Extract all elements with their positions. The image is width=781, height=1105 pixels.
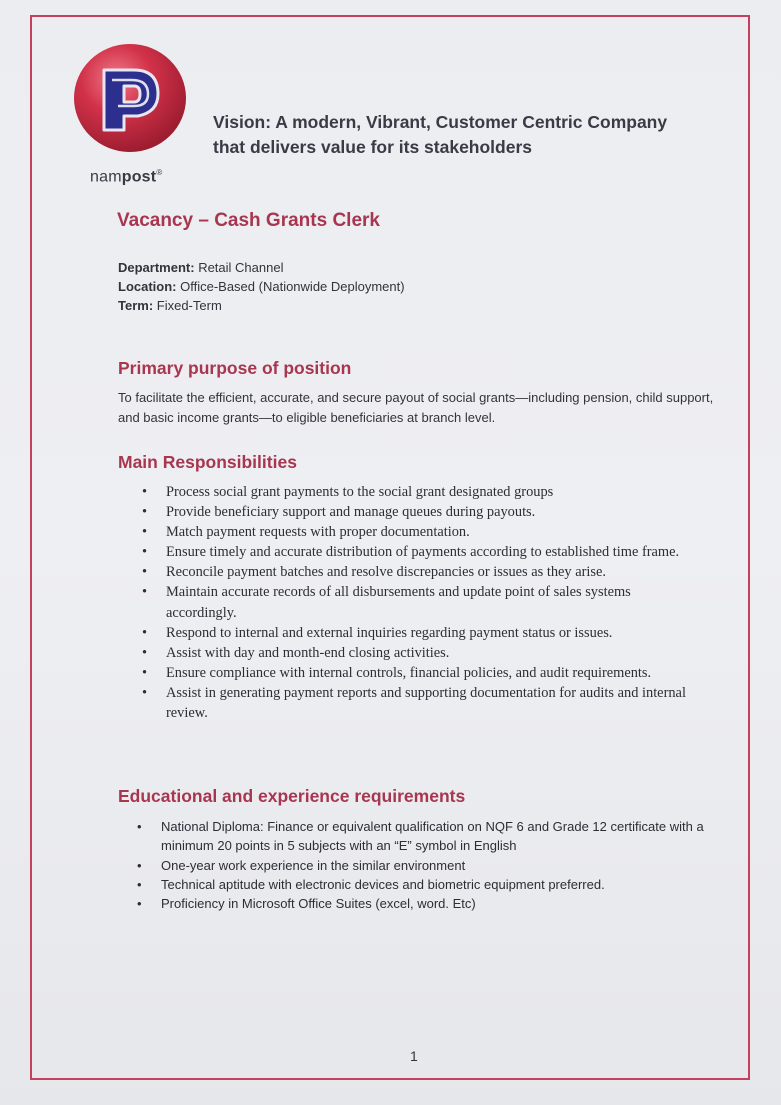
list-item: • National Diploma: Finance or equivalent qualification on NQF 6 and Grade 12 certificate with a minimum 20 points in 5 subjects with an “E” symbol in English: [137, 817, 727, 856]
term-value: Fixed-Term: [153, 298, 222, 313]
list-item: • Ensure compliance with internal controls, financial policies, and audit requirements.: [142, 663, 702, 683]
location-row: [118, 277, 405, 296]
brand-name: [90, 168, 162, 186]
list-item: • Process social grant payments to the social grant designated groups: [142, 482, 702, 502]
department-label: Department:: [118, 260, 195, 275]
term-label: Term:: [118, 298, 154, 313]
list-item: • Respond to internal and external inquiries regarding payment status or issues.: [142, 623, 702, 643]
purpose-text: To facilitate the efficient, accurate, and secure payout of social grants—including pension, child support, and basic income grants—to eligible beneficiaries at branch level.: [118, 390, 714, 425]
term-row: [118, 296, 405, 315]
department-value: Retail Channel: [194, 260, 284, 275]
page-number: 1: [410, 1048, 418, 1064]
vision-statement: [213, 110, 733, 160]
brand-name-prefix: nam: [90, 168, 122, 186]
purpose-heading: Primary purpose of position: [118, 358, 352, 378]
location-label: Location:: [118, 279, 177, 294]
vacancy-details: [118, 258, 405, 315]
department-row: [118, 258, 405, 277]
location-value: Office-Based (Nationwide Deployment): [176, 279, 405, 294]
list-item: • Assist with day and month-end closing activities.: [142, 643, 702, 663]
list-item: • Provide beneficiary support and manage queues during payouts.: [142, 502, 702, 522]
nampost-logo-icon: [72, 42, 188, 154]
list-item: • Reconcile payment batches and resolve discrepancies or issues as they arise.: [142, 562, 702, 582]
education-heading: Educational and experience requirements: [118, 786, 466, 806]
vacancy-title: Vacancy – Cash Grants Clerk: [117, 210, 380, 231]
responsibilities-heading: Main Responsibilities: [118, 452, 297, 472]
list-item: • Assist in generating payment reports and supporting documentation for audits and internal review.: [142, 683, 702, 723]
education-list: [137, 817, 727, 913]
registered-mark: ®: [156, 168, 163, 177]
list-item: • Ensure timely and accurate distribution of payments according to established time frame.: [142, 542, 702, 562]
list-item: • Technical aptitude with electronic devices and biometric equipment preferred.: [137, 875, 727, 894]
list-item: • Proficiency in Microsoft Office Suites (excel, word. Etc): [137, 894, 727, 913]
brand-name-bold: post: [121, 168, 157, 186]
list-item: • Maintain accurate records of all disbursements and update point of sales systems accordingly.: [142, 582, 702, 622]
list-item: • Match payment requests with proper documentation.: [142, 522, 702, 542]
vision-line-2: that delivers value for its stakeholders: [213, 137, 533, 157]
responsibilities-list: [142, 482, 702, 723]
vision-line-1: Vision: A modern, Vibrant, Customer Centric Company: [213, 112, 668, 132]
list-item: • One-year work experience in the similar environment: [137, 856, 727, 875]
